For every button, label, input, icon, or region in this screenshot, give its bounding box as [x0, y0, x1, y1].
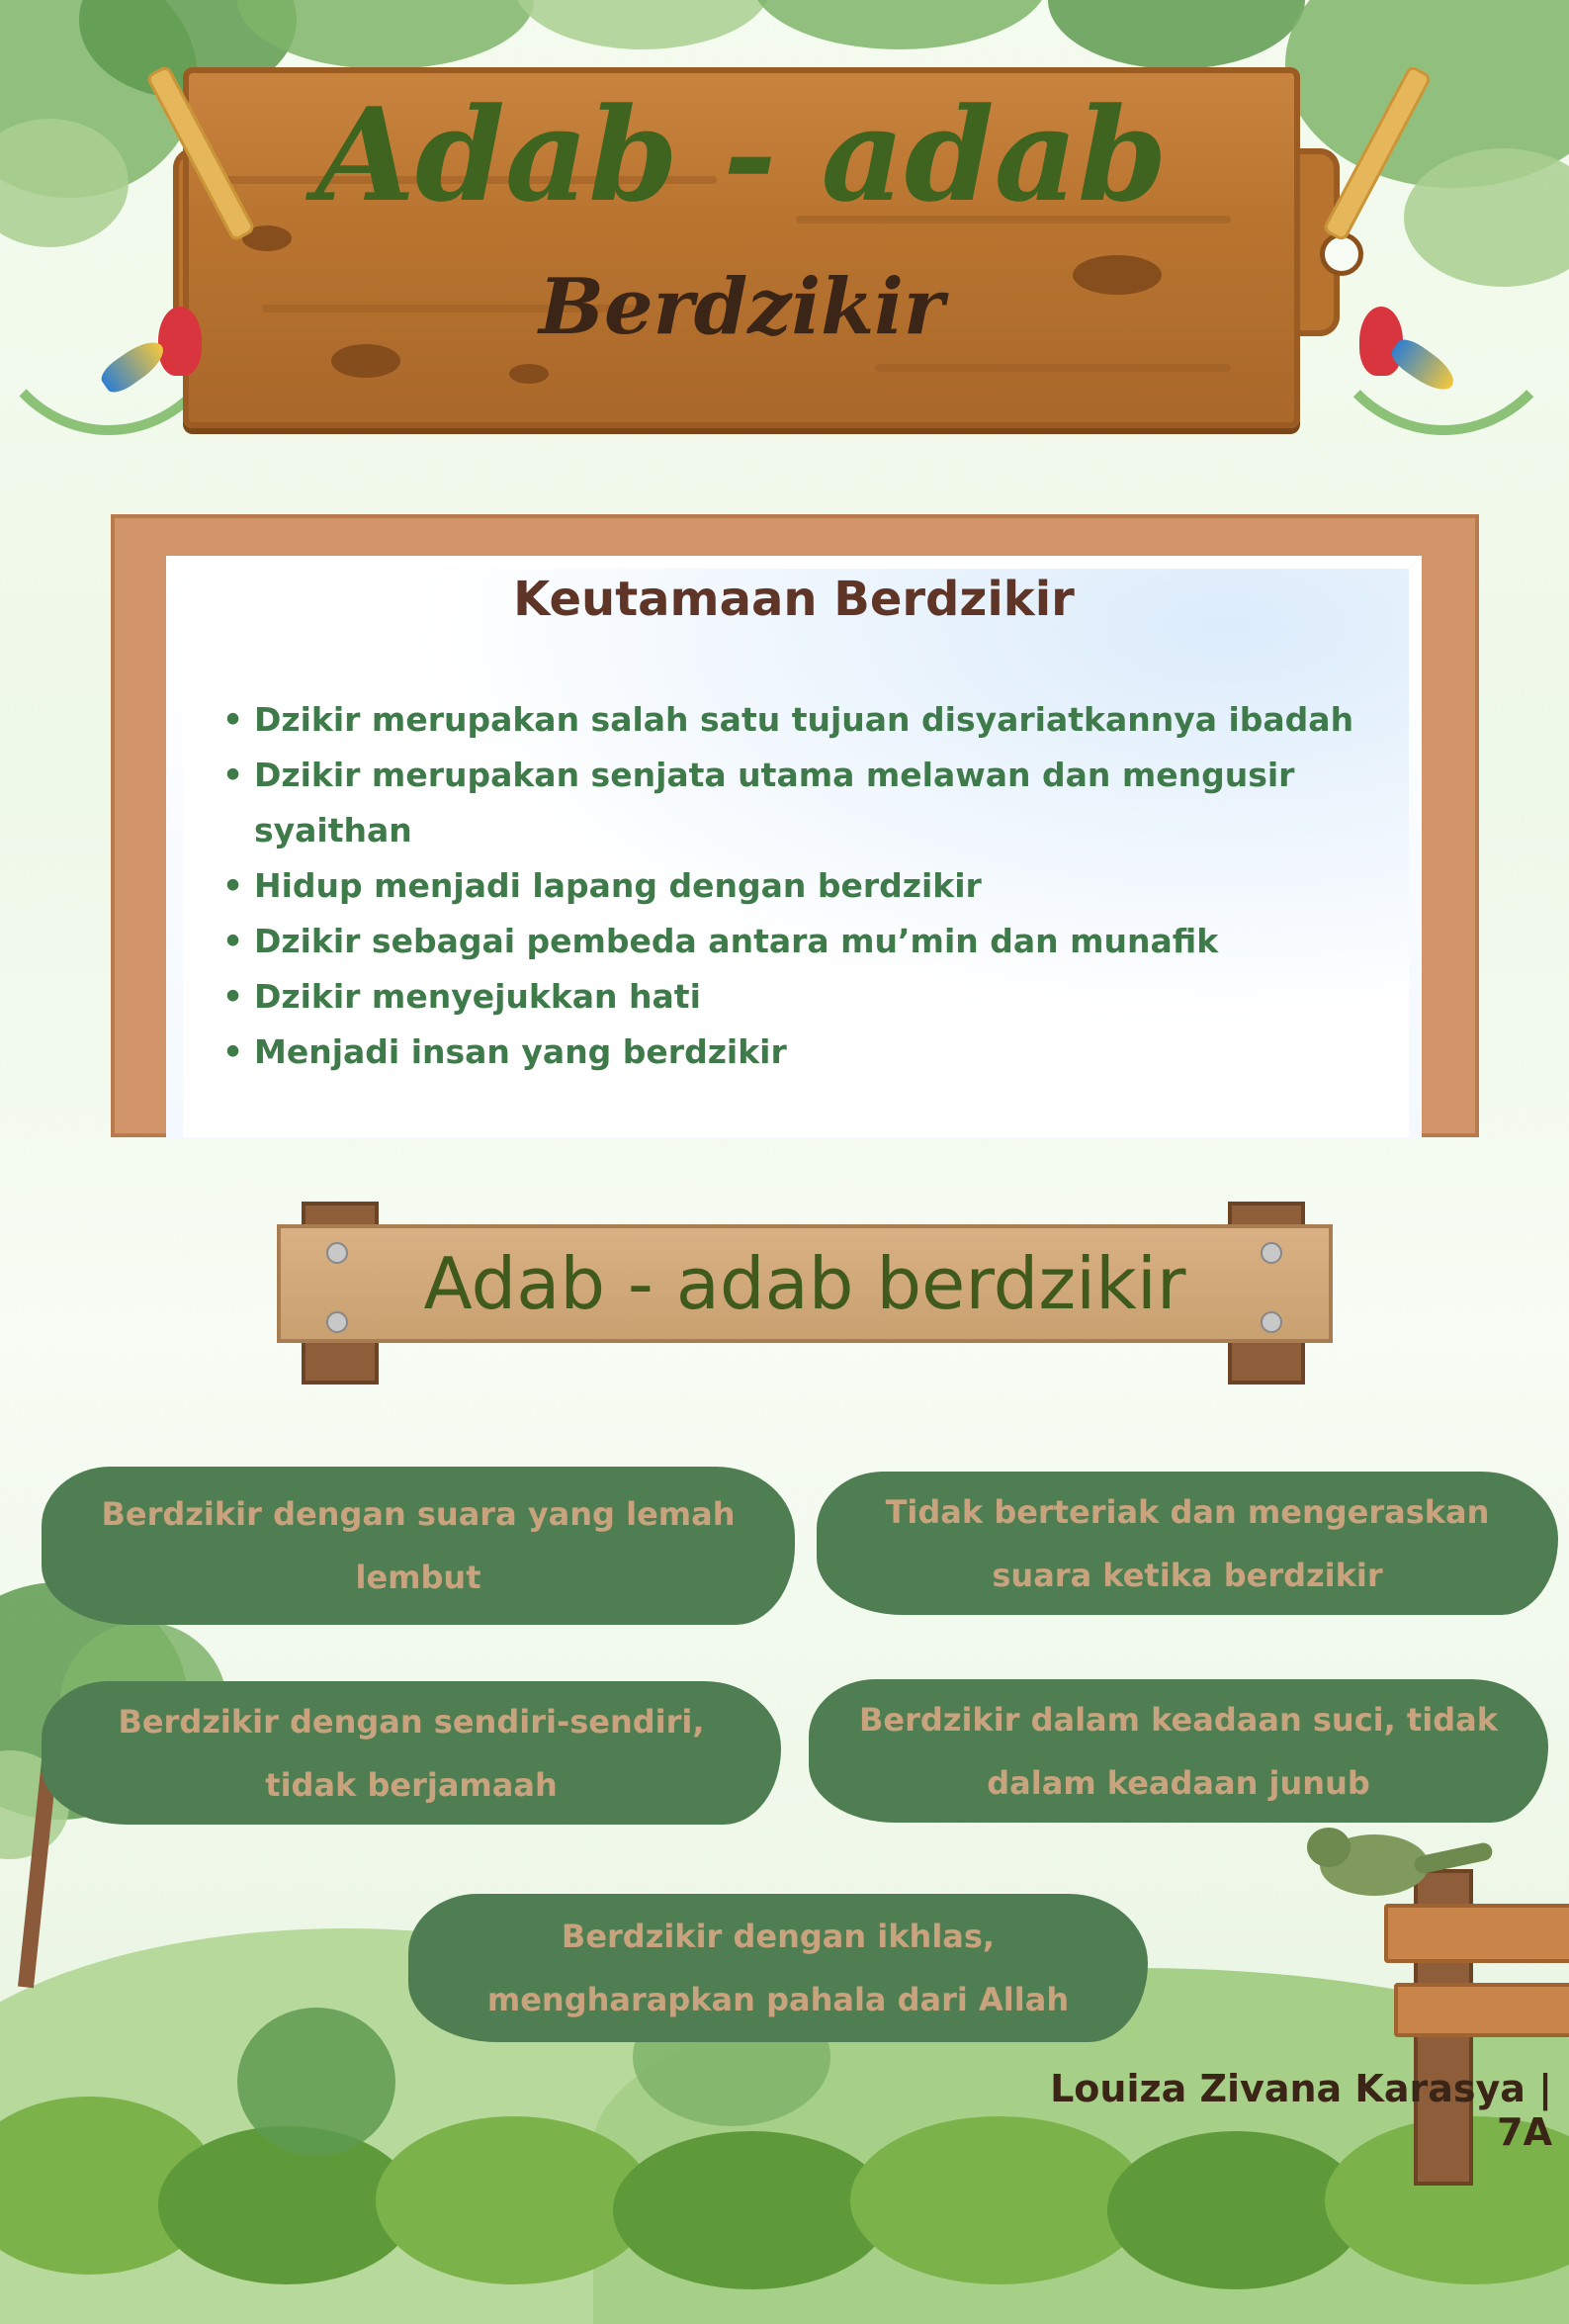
adab-item-1: Berdzikir dengan suara yang lemah lembut: [42, 1467, 795, 1625]
adab-item-3: Berdzikir dengan sendiri-sendiri, tidak berjamaah: [42, 1681, 781, 1825]
info-item: • Hidup menjadi lapang dengan berdzikir: [222, 858, 1389, 914]
adab-item-2: Tidak berteriak dan mengeraskan suara ketika berdzikir: [817, 1472, 1558, 1615]
info-item: • Dzikir merupakan salah satu tujuan disyariatkannya ibadah: [222, 692, 1389, 748]
info-item: • Dzikir sebagai pembeda antara mu’min dan munafik: [222, 914, 1389, 969]
info-item: • Dzikir merupakan senjata utama melawan dan mengusir syaithan: [222, 748, 1389, 858]
page-title: Adab - adab: [315, 79, 1168, 230]
info-board-title: Keutamaan Berdzikir: [513, 572, 1075, 627]
info-item: • Menjadi insan yang berdzikir: [222, 1025, 1389, 1080]
page-subtitle: Berdzikir: [539, 262, 944, 352]
adab-item-5: Berdzikir dengan ikhlas, mengharapkan pahala dari Allah: [408, 1894, 1148, 2042]
author-credit: Louiza Zivana Karasya | 7A: [1050, 2067, 1552, 2154]
section-title: Adab - adab berdzikir: [423, 1242, 1186, 1325]
info-item: • Dzikir menyejukkan hati: [222, 969, 1389, 1025]
info-board-list: [222, 692, 1389, 1080]
adab-item-4: Berdzikir dalam keadaan suci, tidak dalam keadaan junub: [809, 1679, 1548, 1823]
